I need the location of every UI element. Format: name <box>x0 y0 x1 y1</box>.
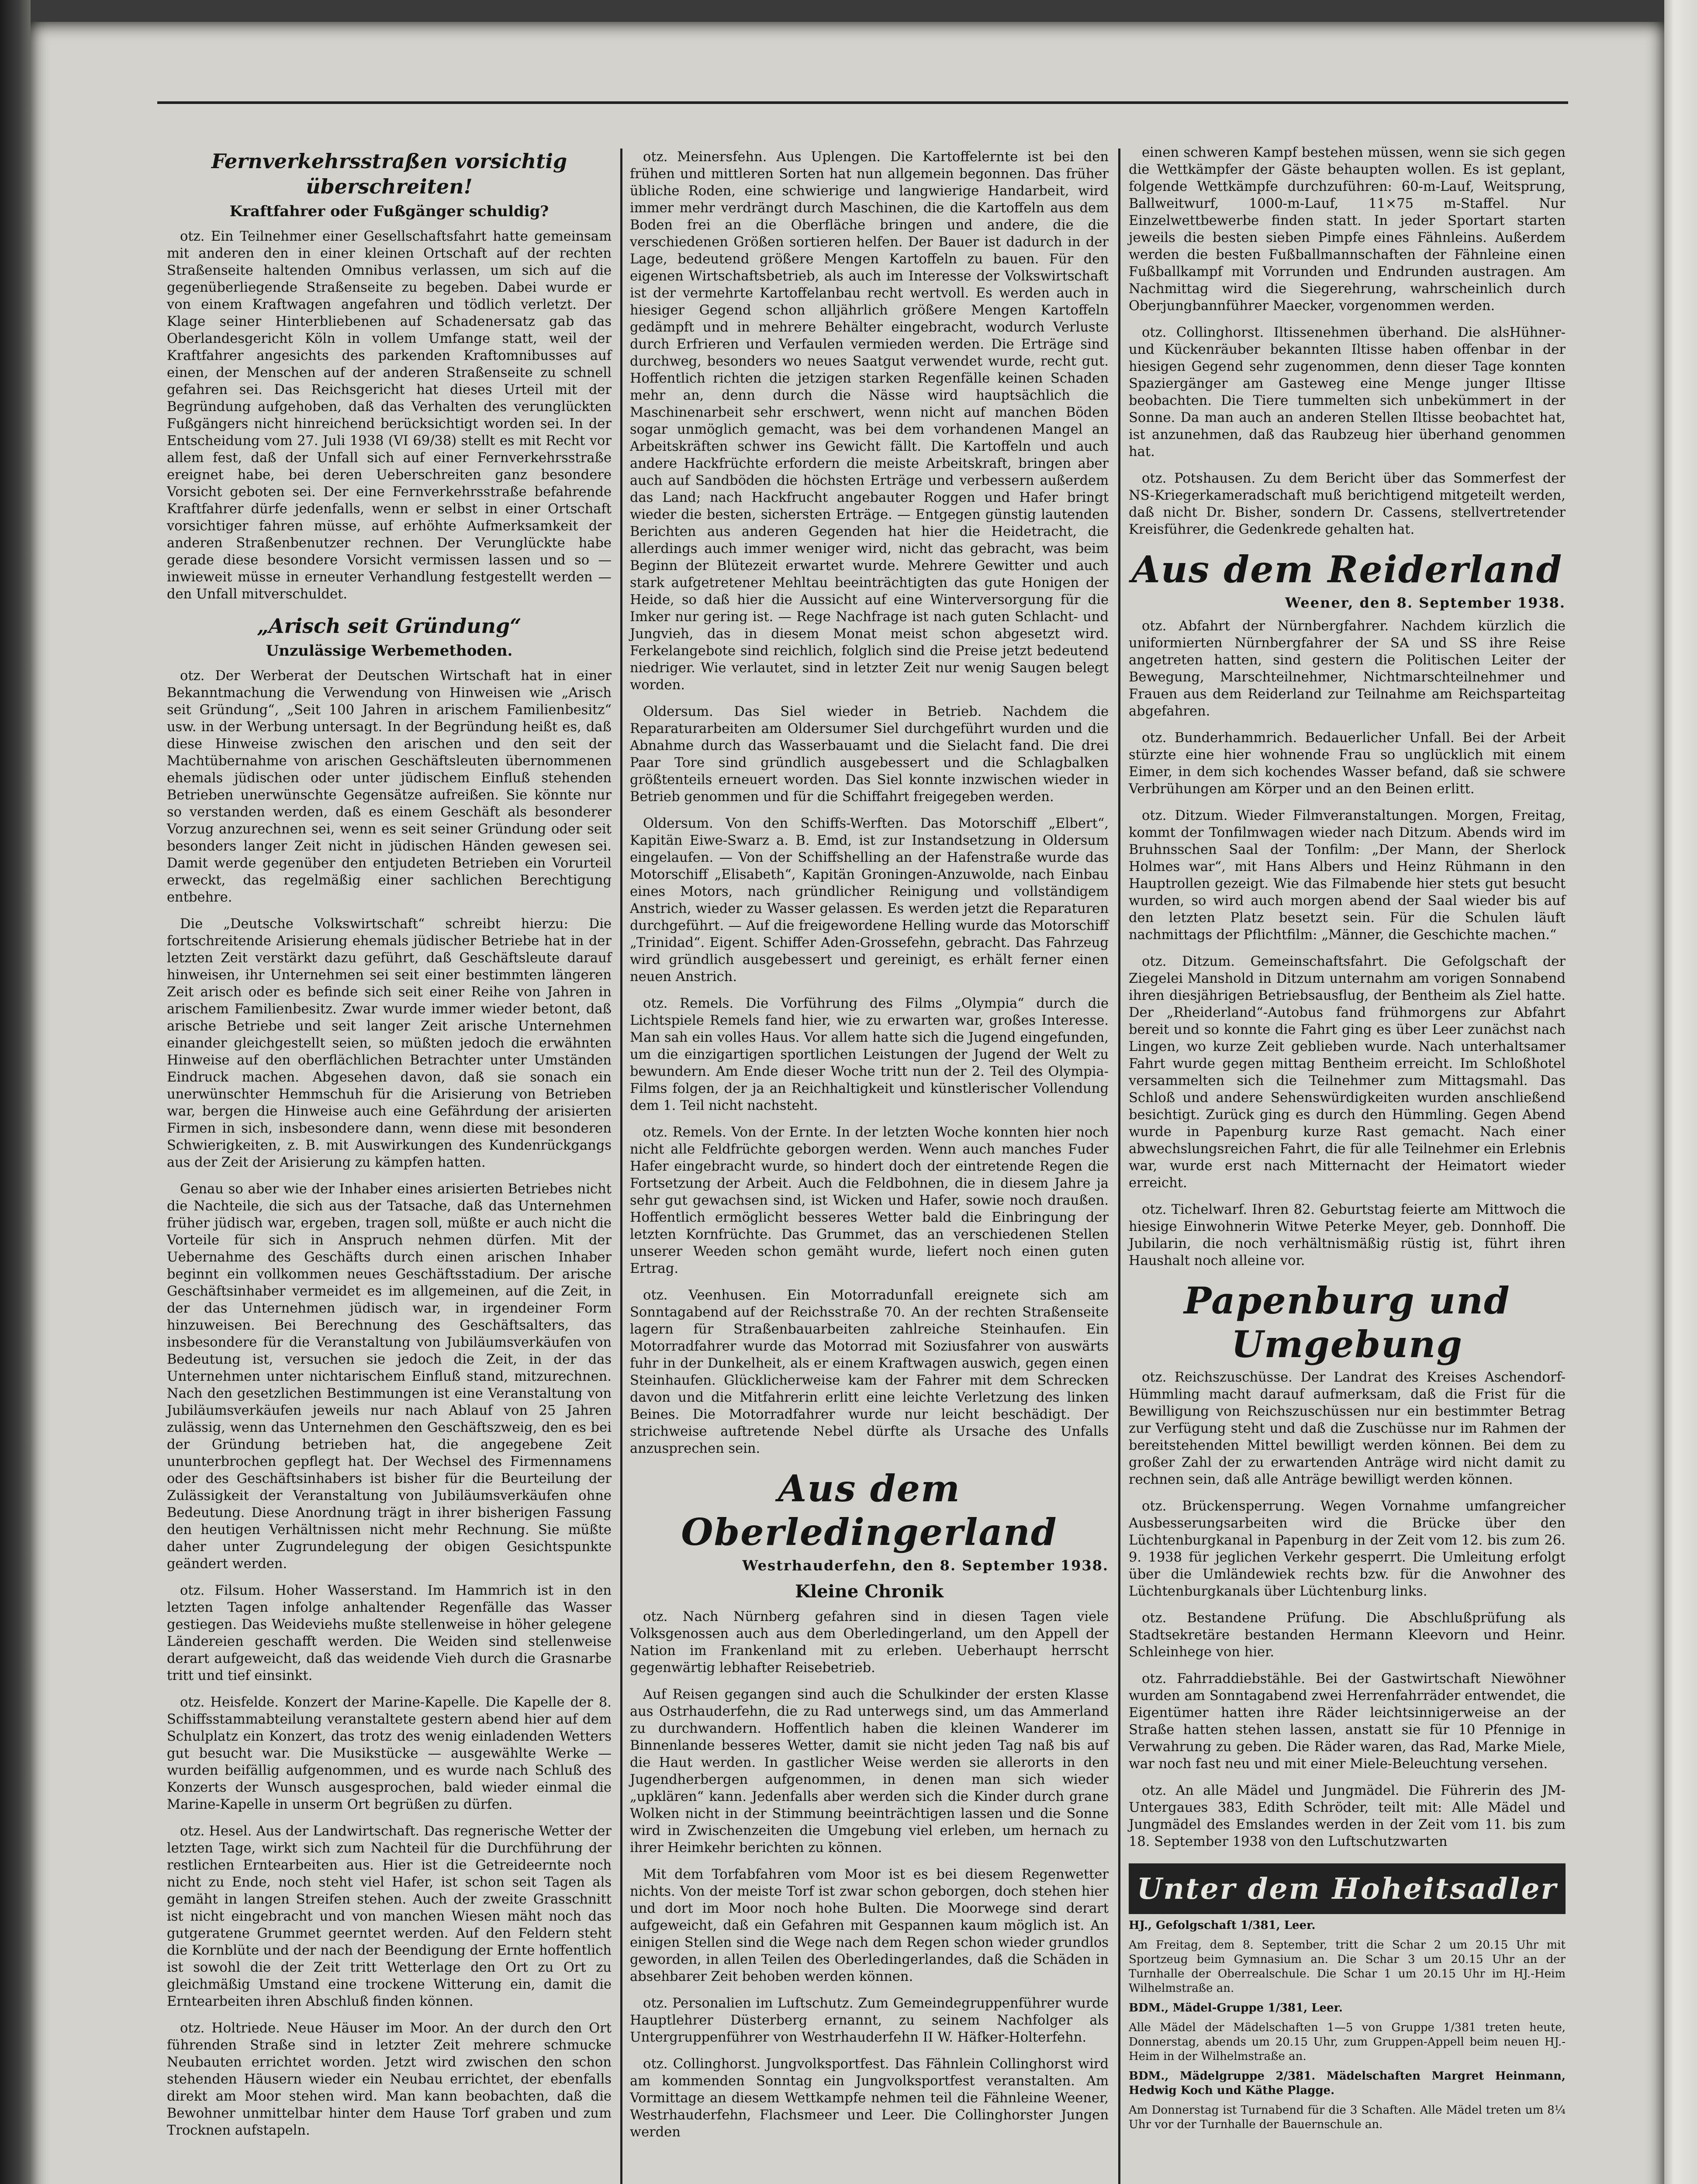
article-ditzum-film: otz. Ditzum. Wieder Filmveranstaltungen. Morgen, Freitag, kommt der Tonfilmwagen wieder nach Ditzum. Abends wird im Bruhnsschen Saal der Tonfilm: „Der Mann, der Sherlock Holmes war“, mit Hans Albers und Heinz Rühmann in den Hauptrollen gezeigt. Wie das Filmabende hier stets gut besucht wurden, so wird auch morgen abend der Saal wieder bis auf den letzten Platz besetzt sein. Für die Schulen läuft nachmittags der Pflichtfilm: „Männer, die Geschichte machen.“ <box>1129 808 1566 943</box>
notice-bdm1-title: BDM., Mädel-Gruppe 1/381, Leer. <box>1129 2001 1343 2015</box>
article-reichszuschuesse: otz. Reichszuschüsse. Der Landrat des Kreises Aschendorf-Hümmling macht darauf aufmerksam, daß die Frist für die Bewilligung von Reichszuschüssen nur ein bestimmter Betrag zur Verfügung steht und daß die Zuschüsse nur im Rahmen der bereitstehenden Mittel bewilligt werden können. Bei dem zu großer Zahl der zu erwartenden Anträge wird nicht damit zu rechnen sein, daß alle Anträge bewilligt werden können. <box>1129 1370 1566 1487</box>
article-fernverkehr: otz. Ein Teilnehmer einer Gesellschaftsfahrt hatte gemeinsam mit anderen den in einer kleinen Ortschaft auf der rechten Straßenseite haltenden Omnibus verlassen, um sich auf die gegenüberliegende Straßenseite zu begeben. Dabei wurde er von einem Kraftwagen angefahren und tödlich verletzt. Der Klage seiner Hinterbliebenen auf Schadenersatz gab das Oberlandesgericht Köln in vollem Umfange statt, weil der Kraftfahrer angesichts des parkenden Kraftomnibusses auf einen, der Menschen auf der anderen Straßenseite zu schnell gefahren sei. Das Reichsgericht hat dieses Urteil mit der Begründung aufgehoben, daß das Verhalten des verunglückten Fußgängers nicht hinreichend berücksichtigt worden sei. In der Entscheidung vom 27. Juli 1938 (VI 69/38) stellt es mit Recht vor allem fest, daß der Unfall sich auf einer Fernverkehrsstraße ereignet habe, bei deren Ueberschreiten ganz besondere Vorsicht geboten sei. Der eine Fernverkehrsstraße befahrende Kraftfahrer dürfe jedenfalls, wenn er selbst in einer Ortschaft vorsichtiger fahren müsse, auf erhöhte Aufmerksamkeit der anderen Straßenbenutzer rechnen. Der Verunglückte habe gerade diese besondere Vorsicht vermissen lassen und so — inwieweit müsse in erneuter Verhandlung festgestellt werden — den Unfall mitverschuldet. <box>167 229 612 602</box>
notice-bdm1-heading <box>1129 2001 1566 2015</box>
article-bunderhammrich: otz. Bunderhammrich. Bedauerlicher Unfall. Bei der Arbeit stürzte eine hier wohnende Frau so unglücklich mit einem Eimer, in dem sich kochendes Wasser befand, daß sie schwere Verbrühungen am Körper und an den Beinen erlitt. <box>1129 730 1566 797</box>
article-nuernberg: otz. Nach Nürnberg gefahren sind in diesen Tagen viele Volksgenossen auch aus dem Oberledingerland, um den Appell der Nation im Frankenland mit zu erleben. Ueberhaupt herrscht gegenwärtig lebhafter Reisebetrieb. <box>630 1609 1109 1676</box>
article-remels-ernte: otz. Remels. Von der Ernte. In der letzten Woche konnten hier noch nicht alle Feldfrüchte geborgen werden. Wenn auch manches Fuder Hafer eingebracht wurde, so hindert doch der eintretende Regen die Fortsetzung der Arbeit. Auch die Feldbohnen, die in diesem Jahre ja sehr gut gewachsen sind, ist Wicken und Hafer, sowie noch draußen. Hoffentlich ermöglicht besseres Wetter bald die Einbringung der letzten Kornfrüchte. Das Grummet, das an verschiedenen Stellen unserer Weeden schon gemäht wurde, liefert noch einen guten Ertrag. <box>630 1125 1109 1276</box>
article-oldersum-siel: Oldersum. Das Siel wieder in Betrieb. Nachdem die Reparaturarbeiten am Oldersumer Siel durchgeführt wurden und die Abnahme durch das Wasserbauamt und die Sielacht fand. Die drei Paar Tore sind gründlich ausgebessert und die Schlagbalken größtenteils erneuert worden. Das Siel konnte inzwischen wieder in Betrieb genommen und für die Schiffahrt freigegeben werden. <box>630 704 1109 805</box>
article-collinghorst-cont: einen schweren Kampf bestehen müssen, wenn sie sich gegen die Wettkämpfer der Gäste behaupten wollen. Es ist geplant, folgende Wettkämpfe durchzuführen: 60-m-Lauf, Weitsprung, Ballweitwurf, 1000-m-Lauf, 11×75 m-Staffel. Nur Einzelwettbewerbe finden statt. In jeder Sportart starten jeweils die besten sieben Pimpfe eines Fähnleins. Außerdem werden die besten Fußballmannschaften der Fähnleine einen Fußballkampf mit Vorrunden und Endrunden austragen. Am Nachmittag wird die Siegerehrung, wahrscheinlich durch Oberjungbannführer Maecker, vorgenommen werden. <box>1129 145 1566 314</box>
article-potshausen: otz. Potshausen. Zu dem Bericht über das Sommerfest der NS-Kriegerkameradschaft muß berichtigend mitgeteilt werden, daß nicht Dr. Bisher, sondern Dr. Cassens, stellvertretender Kreisführer, die Gedenkrede gehalten hat. <box>1129 471 1566 537</box>
article-reisen: Auf Reisen gegangen sind auch die Schulkinder der ersten Klasse aus Ostrhauderfehn, die zu Rad unterwegs sind, um das Ammerland zu durchwandern. Hoffentlich haben die kleinen Wanderer im Binnenlande besseres Wetter, damit sie nicht jeden Tag naß bis auf die Haut werden. In gastlicher Weise werden sie allerorts in den Jugendherbergen aufgenommen, in denen man sich wieder „upklären“ kann. Jedenfalls aber werden sich die Kinder durch grane Wolken nicht in der Stimmung beeinträchtigen lassen und die Sonne wird in Zwischenzeiten die Umgebung viel erleben, um hernach zu ihrer Heimkehr berichten zu können. <box>630 1687 1109 1856</box>
headline-fernverkehr: Fernverkehrsstraßen vorsichtig überschreiten! <box>211 149 567 198</box>
column-3 <box>1129 144 1566 2137</box>
article-tichelwarf: otz. Tichelwarf. Ihren 82. Geburtstag feierte am Mittwoch die hiesige Einwohnerin Witwe Peterke Meyer, geb. Donnhoff. Die Jubilarin, die noch verhältnismäßig rüstig ist, führt ihren Haushalt noch alleine vor. <box>1129 1202 1566 1268</box>
subhead-arisch: Unzulässige Werbemethoden. <box>266 642 513 660</box>
article-ditzum-fahrt: otz. Ditzum. Gemeinschaftsfahrt. Die Gefolgschaft der Ziegelei Manshold in Ditzum unternahm am vorigen Sonnabend ihren diesjährigen Betriebsausflug, der Bentheim als Ziel hatte. Der „Rheiderland“-Autobus fand frühmorgens zur Abfahrt bereit und so konnte die Fahrt ging es über Leer zunächst nach Lingen, wo kurze Zeit geblieben wurde. Nach unterhaltsamer Fahrt wurde gegen mittag Bentheim erreicht. Im Schloßhotel versammelten sich die Teilnehmer zum Mittagsmahl. Das Schloß und andere Sehenswürdigkeiten wurden anschließend besichtigt. Zurück ging es durch den Hümmling. Gegen Abend wurde in Papenburg kurze Rast gemacht. Nach einer abwechslungsreichen Fahrt, die für alle Teilnehmer ein Erlebnis war, wurde erst nach Mitternacht der Heimatort wieder erreicht. <box>1129 954 1566 1191</box>
article-heisfelde: otz. Heisfelde. Konzert der Marine-Kapelle. Die Kapelle der 8. Schiffsstammabteilung veranstaltete gestern abend hier auf dem Schulplatz ein Konzert, das trotz des wenig einladenden Wetters gut besucht war. Die Musikstücke — ausgewählte Werke — wurden beifällig aufgenommen, und es wurde nach Schluß des Konzerts der Wunsch ausgesprochen, bald wieder einmal die Marine-Kapelle in unserm Ort begrüßen zu dürfen. <box>167 1695 612 1812</box>
article-torf: Mit dem Torfabfahren vom Moor ist es bei diesem Regenwetter nichts. Von der meiste Torf ist zwar schon geborgen, doch stehen hier und dort im Moor noch hohe Bulten. Die Moorwege sind derart aufgeweicht, daß ein Gefahren mit Gespannen kaum möglich ist. An einigen Stellen sind die Wege nach dem Regen schon wieder grundlos geworden, in allen Teilen des Oberledingerlandes, daß die Schäden in absehbarer Zeit behoben werden können. <box>630 1867 1109 1984</box>
article-luftschutz: otz. Personalien im Luftschutz. Zum Gemeindegruppenführer wurde Hauptlehrer Düsterberg ernannt, zu seinem Nachfolger als Untergruppenführer von Westrhauderfehn II W. Häfker-Holterfehn. <box>630 1996 1109 2045</box>
notice-hj-title: HJ., Gefolgschaft 1/381, Leer. <box>1129 1919 1316 1932</box>
top-rule <box>157 101 1568 104</box>
next-page-edge <box>1664 0 1697 2184</box>
section-title-papenburg: Papenburg und Umgebung <box>1184 1279 1510 1366</box>
article-remels-olympia: otz. Remels. Die Vorführung des Films „Olympia“ durch die Lichtspiele Remels fand hier, wie zu erwarten war, großes Interesse. Man sah ein volles Haus. Vor allem hatte sich die Jugend eingefunden, um die einzigartigen sportlichen Leistungen der Jugend der Welt zu bewundern. Am Ende dieser Woche tritt nun der 2. Teil des Olympia-Films folgen, der ja an Reichhaltigkeit und künstlerischer Vollendung dem 1. Teil nicht nachsteht. <box>630 996 1109 1113</box>
article-brueckensperrung: otz. Brückensperrung. Wegen Vornahme umfangreicher Ausbesserungsarbeiten wird die Brücke über den Lüchtenburgkanal in Papenburg in der Zeit vom 12. bis zum 26. 9. 1938 für jeglichen Verkehr gesperrt. Die Umleitung erfolgt über die Umländewiek rechts bzw. für die Anwohner des Lüchtenburgkanals über Lüchtenburg links. <box>1129 1499 1566 1599</box>
column-rule-1 <box>620 149 622 2184</box>
article-hesel: otz. Hesel. Aus der Landwirtschaft. Das regnerische Wetter der letzten Tage, wirkt sich zum Nachteil für die Durchführung der restlichen Erntearbeiten aus. Hier ist die Getreideernte noch nicht zu Ende, noch steht viel Hafer, ist schon seit Tagen als gemäht in langen Streifen stehen. Auch der zweite Grasschnitt ist nicht eingebracht und von manchen Wiesen mäht noch das gutgeratene Grummet geerntet werden. Auf den Feldern steht die Kornblüte und der nach der Beendigung der Ernte hoffentlich ist sowohl die der Zeit tritt Wetterlage den Ort zu Ort zu gleichmäßig Umstand eine trockene Witterung ein, damit die Erntearbeiten ihren Abschluß finden können. <box>167 1824 612 2009</box>
column-1 <box>167 149 612 2149</box>
article-iltisse: otz. Collinghorst. Iltissenehmen überhand. Die alsHühner- und Kückenräuber bekannten Iltisse haben offenbar in der hiesigen Gegend sehr zugenommen, denn dieser Tage konnten Spaziergänger am Gasteweg eine Menge junger Iltisse beobachten. Die Tiere tummelten sich unbekümmert in der Sonne. Da man auch an anderen Stellen Iltisse beobachtet hat, ist anzunehmen, daß das Raubzeug hier überhand genommen hat. <box>1129 325 1566 460</box>
notice-hj-text: Am Freitag, dem 8. September, tritt die Schar 2 um 20.15 Uhr mit Sportzeug beim Gymnasium an. Die Schar 3 um 20.15 Uhr an der Turnhalle der Oberrealschule. Die Schar 1 um 20.15 Uhr im HJ.-Heim Wilhelmstraße an. <box>1129 1939 1566 1995</box>
book-binding-left <box>0 0 31 2184</box>
article-arisch-1: otz. Der Werberat der Deutschen Wirtschaft hat in einer Bekanntmachung die Verwendung von Hinweisen wie „Arisch seit Gründung“, „Seit 100 Jahren in arischem Familienbesitz“ usw. in der Werbung untersagt. In der Begründung heißt es, daß diese Hinweise zwischen den arischen und den seit der Machtübernahme von arischen Geschäftsleuten übernommenen ehemals jüdischen oder unter jüdischem Einfluß stehenden Betrieben unerwünschte Gegensätze aufreißen. Sie könnte nur so verstanden werden, daß es einem Geschäft als besonderer Vorzug anzurechnen sei, wenn es seit seiner Gründung oder seit besonders langer Zeit nicht in jüdischen Händen gewesen sei. Damit werde gegenüber den entjudeten Betrieben ein Vorurteil erweckt, das regelmäßig einer sachlichen Berechtigung entbehre. <box>167 668 612 905</box>
section-title-oberledingerland: Aus dem Oberledingerland <box>681 1467 1058 1554</box>
hoheitsadler-banner <box>1129 1863 1566 1914</box>
article-fahrraddiebstaehle: otz. Fahrraddiebstähle. Bei der Gastwirtschaft Niewöhner wurden am Sonntagabend zwei Herrenfahrräder entwendet, die Eigentümer hatten ihre Räder leichtsinnigerweise an der Straße hatten stehen lassen, anstatt sie für 10 Pfennige in Verwahrung zu geben. Die Räder waren, das Rad, Marke Miele, war noch fast neu und mit einer Miele-Beleuchtung versehen. <box>1129 1671 1566 1772</box>
section-title-reiderland: Aus dem Reiderland <box>1131 548 1563 591</box>
article-arisch-3: Genau so aber wie der Inhaber eines arisierten Betriebes nicht die Nachteile, die sich aus der Tatsache, daß das Unternehmen früher jüdisch war, ergeben, tragen soll, müßte er auch nicht die Vorteile für sich in Anspruch nehmen dürfen. Mit der Uebernahme des Geschäfts durch einen arischen Inhaber beginnt ein vollkommen neues Geschäftsstadium. Der arische Geschäftsinhaber vermeidet es im allgemeinen, auf die Zeit, in der das Unternehmen jüdisch war, in irgendeiner Form hinzuweisen. Bei Berechnung des Geschäftsalters, das insbesondere für die Veranstaltung von Jubiläumsverkäufen von Bedeutung ist, versuchen sie jedoch die Zeit, in der das Unternehmen unter nichtarischem Einfluß stand, mitzurechnen. Nach den gesetzlichen Bestimmungen ist eine Veranstaltung von Jubiläumsverkäufen jeweils nur nach Ablauf von 25 Jahren zulässig, wenn das Unternehmen den Geschäftszweig, den es bei der Gründung betrieben hat, die angegebene Zeit ununterbrochen gepflegt hat. Der Wechsel des Firmennamens oder des Geschäftsinhabers ist bisher für die Beurteilung der Zulässigkeit der Veranstaltung von Jubiläumsverkäufen ohne Bedeutung. Diese Anordnung trägt in ihrer bisherigen Fassung den heutigen Verhältnissen nicht mehr Rechnung. Sie müßte daher unter Zugrundelegung der obigen Gesichtspunkte geändert werden. <box>167 1182 612 1572</box>
banner-title: Unter dem Hoheitsadler <box>1137 1872 1558 1906</box>
subhead-fernverkehr: Kraftfahrer oder Fußgänger schuldig? <box>229 203 549 220</box>
dateline-weener: Weener, den 8. September 1938. <box>1285 594 1566 611</box>
article-meinersfehn: otz. Meinersfehn. Aus Uplengen. Die Kartoffelernte ist bei den frühen und mittleren Sorten hat nun allgemein begonnen. Das früher übliche Roden, eine schwierige und langwierige Handarbeit, wird immer mehr verdrängt durch Maschinen, die die Kartoffeln aus dem Boden frei an die Oberfläche bringen und andere, die die verschiedenen Größen sortieren helfen. Der Bauer ist dadurch in der Lage, bedeutend größere Mengen Kartoffeln zu bauen. Für den eigenen Wirtschaftsbetrieb, als auch im Interesse der Volkswirtschaft ist der vermehrte Kartoffelanbau recht wertvoll. Es werden auch in hiesiger Gegend schon alljährlich größere Mengen Kartoffeln gedämpft und in mehrere Behälter eingebracht, wodurch Verluste durch Erfrieren und Verfaulen vermieden werden. Die Erträge sind durchweg, besonders wo neues Saatgut verwendet wurde, recht gut. Hoffentlich richten die jetzigen starken Regenfälle keinen Schaden mehr an, denn durch die Nässe wird hauptsächlich die Maschinenarbeit sehr erschwert, wenn nicht auf manchen Böden sogar unmöglich gemacht, was bei dem vorhandenen Mangel an Arbeitskräften schwer ins Gewicht fällt. Die Kartoffeln und auch andere Hackfrüchte erfordern die meiste Arbeitskraft, bringen aber auch auf Sandböden die höchsten Erträge und verbessern außerdem das Land; nach Hackfrucht angebauter Roggen und Hafer bringt wieder die besten, sichersten Erträge. — Entgegen günstig lautenden Berichten aus anderen Gegenden hat hier die Heidetracht, die allerdings auch immer weniger wird, nicht das gebracht, was beim Beginn der Blütezeit erwartet wurde. Mehrere Gewitter und auch stark aufgetretener Mehltau beeinträchtigten das gute Honigen der Heide, so daß hier die Aussicht auf eine Winterversorgung für die Imker nur gering ist. — Rege Nachfrage ist nach guten Schlacht- und Jungvieh, das in diesem Monat meist schon abgesetzt wird. Ferkelangebote sind reichlich, folglich sind die Preise jetzt bedeutend niedriger. Wie verlautet, sind in letzter Zeit nur wenig Saugen belegt worden. <box>630 149 1109 693</box>
headline-arisch: „Arisch seit Gründung“ <box>257 614 522 638</box>
subhead-kleine-chronik: Kleine Chronik <box>795 1581 944 1602</box>
article-filsum: otz. Filsum. Hoher Wasserstand. Im Hammrich ist in den letzten Tagen infolge anhaltender Regenfälle das Wasser gestiegen. Das Weideviehs mußte stellenweise in höher gelegene Ländereien geschafft werden. Die Weiden sind stellenweise derart aufgeweicht, daß das weidende Vieh durch die Grasnarbe tritt und tief einsinkt. <box>167 1583 612 1683</box>
article-collinghorst-sportfest: otz. Collinghorst. Jungvolksportfest. Das Fähnlein Collinghorst wird am kommenden Sonntag ein Jungvolksportfest veranstalten. Am Vormittage an diesem Wettkampfe nehmen teil die Fähnleine Weener, Westrhauderfehn, Flachsmeer und Leer. Die Collinghorster Jungen werden <box>630 2056 1109 2140</box>
column-2 <box>630 149 1109 2150</box>
article-veenhusen: otz. Veenhusen. Ein Motorradunfall ereignete sich am Sonntagabend auf der Reichsstraße 70. An der rechten Straßenseite lagern für Straßenbauarbeiten zahlreiche Steinhaufen. Ein Motorradfahrer wurde das Motorrad mit Soziusfahrer von auswärts fuhr in der Dunkelheit, als er einem Kraftwagen auswich, gegen einen Steinhaufen. Glücklicherweise kam der Fahrer mit dem Schrecken davon und die Mitfahrerin erlitt eine leichte Verletzung des linken Beines. Die Motorradfahrer wurde nur leicht beschädigt. Der strichweise auftretende Nebel dürfte als Ursache des Unfalls anzusprechen sein. <box>630 1288 1109 1456</box>
dateline-westrhauderfehn: Westrhauderfehn, den 8. September 1938. <box>742 1557 1109 1574</box>
notice-hj-heading <box>1129 1918 1566 1933</box>
article-oldersum-werften: Oldersum. Von den Schiffs-Werften. Das Motorschiff „Elbert“, Kapitän Eiwe-Swarz a. B. Emd, ist zur Instandsetzung in Oldersum eingelaufen. — Von der Schiffshelling an der Hafenstraße wurde das Motorschiff „Elisabeth“, Kapitän Groningen-Anzuwolde, nach Einbau eines Motors, nach gründlicher Reinigung und vollständigem Anstrich, wieder zu Wasser gelassen. Es werden jetzt die Reparaturen durchgeführt. — Auf die freigewordene Helling wurde das Motorschiff „Trinidad“. Eigent. Schiffer Aden-Grossefehn, gebracht. Das Fahrzeug wird gründlich ausgebessert und gereinigt, es erhält ferner einen neuen Anstrich. <box>630 816 1109 985</box>
notice-bdm2-text: Am Donnerstag ist Turnabend für die 3 Schaften. Alle Mädel treten um 8¼ Uhr vor der Turnhalle der Bauernschule an. <box>1129 2104 1566 2131</box>
article-maedel: otz. An alle Mädel und Jungmädel. Die Führerin des JM-Untergaues 383, Edith Schröder, teilt mit: Alle Mädel und Jungmädel des Emslandes werden in der Zeit vom 11. bis zum 18. September 1938 von den Luftschutzwarten <box>1129 1783 1566 1849</box>
article-pruefung: otz. Bestandene Prüfung. Die Abschlußprüfung als Stadtsekretäre bestanden Hermann Kleevorn und Heinr. Schleinhege von hier. <box>1129 1610 1566 1660</box>
notice-bdm1-text: Alle Mädel der Mädelschaften 1—5 von Gruppe 1/381 treten heute, Donnerstag, abends um 20.15 Uhr, zum Gruppen-Appell beim neuen HJ.-Heim in der Wilhelmstraße an. <box>1129 2021 1566 2063</box>
notice-bdm2-title: BDM., Mädelgruppe 2/381. Mädelschaften Margret Heinmann, Hedwig Koch und Käthe Plagge. <box>1129 2070 1566 2097</box>
column-rule-2 <box>1118 149 1120 2184</box>
article-arisch-2: Die „Deutsche Volkswirtschaft“ schreibt hierzu: Die fortschreitende Arisierung ehemals jüdischer Betriebe hat in der letzten Zeit verstärkt dazu geführt, daß Geschäftsleute darauf hinweisen, ihr Unternehmen sei seit einer bestimmten längeren Zeit arisch oder es befinde sich seit einer Reihe von Jahren in arischem Familienbesitz. Zwar wurde immer wieder betont, daß arische Betriebe und seit langer Zeit arische Unternehmen einander gleichgestellt seien, so müßten jedoch die erwähnten Hinweise auf den oberflächlichen Betrachter unter Umständen Eindruck machen. Abgesehen davon, daß sie sonach ein unerwünschter Hemmschuh für die Arisierung von Betrieben war, bergen die Hinweise auch eine Gefährdung der arisierten Firmen in sich, insbesondere dann, wenn diese mit besonderen Schwierigkeiten, z. B. mit Auswirkungen des Kundenrückgangs aus der Zeit der Arisierung zu kämpfen hatten. <box>167 916 612 1170</box>
notice-bdm2-heading <box>1129 2069 1566 2098</box>
article-holtriede: otz. Holtriede. Neue Häuser im Moor. An der durch den Ort führenden Straße sind in letzter Zeit mehrere schmucke Neubauten errichtet worden. Jetzt wird zwischen den schon stehenden Häusern wieder ein Neubau errichtet, der ebenfalls direkt am Moor stehen wird. Man kann beobachten, daß die Bewohner unmittelbar hinter dem Hause Torf graben und zum Trocknen aufstapeln. <box>167 2021 612 2138</box>
article-nuernbergfahrer: otz. Abfahrt der Nürnbergfahrer. Nachdem kürzlich die uniformierten Nürnbergfahrer der SA und SS ihre Reise angetreten hatten, sind gestern die Politischen Leiter der Bewegung, Marschteilnehmer, Nichtmarschteilnehmer und Frauen aus dem Reiderland zur Teilnahme am Reichsparteitag abgefahren. <box>1129 619 1566 719</box>
